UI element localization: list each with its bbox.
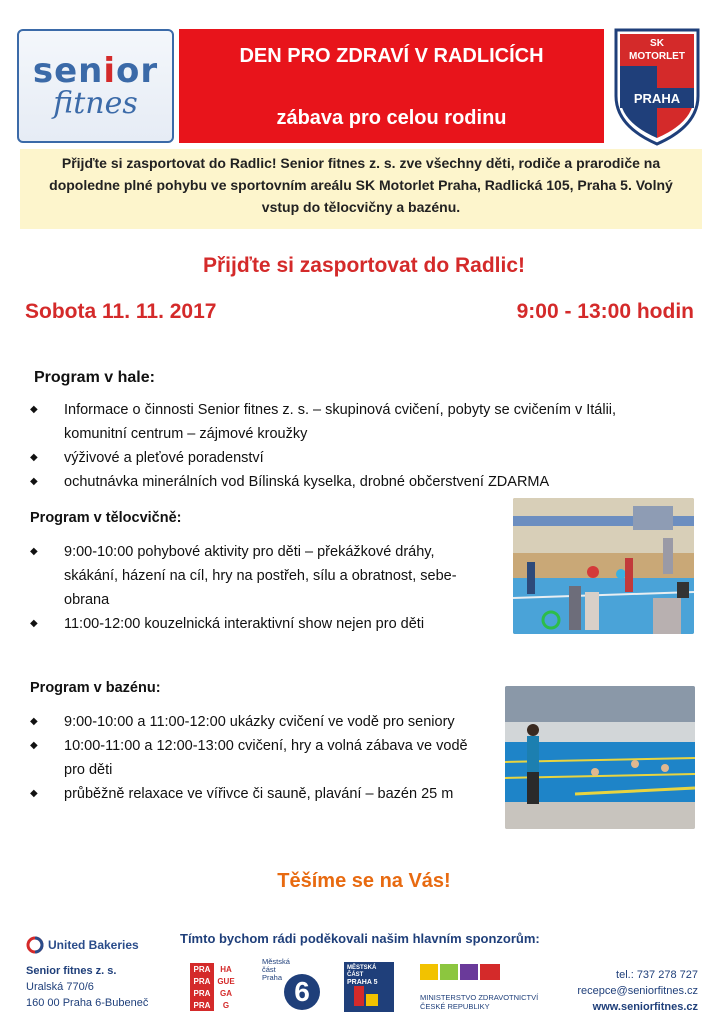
pool-list	[30, 710, 500, 806]
logo-text-or: or	[116, 51, 159, 91]
praha-5-emblem-icon	[352, 984, 382, 1008]
united-bakeries-icon	[26, 936, 44, 954]
intro-line-1: Přijďte si zasportovat do Radlic! Senior fitnes z. s. zve všechny děti, rodiče a prarodiče na	[61, 155, 661, 171]
list-item: ◆ Informace o činnosti Senior fitnes z. s. – skupinová cvičení, pobyty se cvičením v Itálii, komunitní centrum – zájmové kroužky	[30, 398, 710, 446]
logo-praha: PRAHA	[633, 91, 681, 106]
hall-heading: Program v hale:	[34, 369, 155, 386]
list-item: ◆ ochutnávka minerálních vod Bílinská kyselka, drobné občerstvení ZDARMA	[30, 470, 710, 494]
contact-email: recepce@seniorfitnes.cz	[577, 985, 698, 997]
page-subtitle: zábava pro celou rodinu	[276, 107, 507, 129]
pool-photo	[505, 686, 695, 829]
united-bakeries-logo	[26, 936, 139, 954]
bullet-icon: ◆	[30, 618, 38, 629]
event-time: 9:00 - 13:00 hodin	[516, 300, 694, 323]
shield-icon	[612, 26, 702, 146]
bullet-icon: ◆	[30, 452, 38, 463]
bullet-icon: ◆	[30, 740, 38, 751]
logo-motorlet: MOTORLET	[629, 51, 685, 62]
bullet-icon: ◆	[30, 716, 38, 727]
bullet-icon: ◆	[30, 476, 38, 487]
bullet-icon: ◆	[30, 404, 38, 415]
intro-line-2: dopoledne plné pohybu ve sportovním areálu SK Motorlet Praha, Radlická 105, Praha 5. Volný	[49, 177, 673, 193]
title-banner	[179, 29, 604, 143]
bullet-icon: ◆	[30, 788, 38, 799]
organizer-address	[26, 963, 148, 1011]
gym-list	[30, 540, 500, 636]
pool-heading: Program v bazénu:	[30, 680, 161, 696]
logo-sk: SK	[650, 38, 664, 49]
organizer-street: Uralská 770/6	[26, 981, 94, 993]
bullet-icon: ◆	[30, 546, 38, 557]
list-item: ◆ 10:00-11:00 a 12:00-13:00 cvičení, hry a volná zábava ve vodě pro děti	[30, 734, 500, 782]
headline: Přijďte si zasportovat do Radlic!	[203, 254, 525, 277]
hall-list	[30, 398, 710, 494]
sk-motorlet-logo	[612, 26, 702, 146]
intro-box	[20, 149, 702, 229]
logo-text-i: i	[103, 51, 117, 91]
praha-logo: PRA HA PRA GUE PRA GA PRA G	[190, 963, 238, 1011]
gym-heading: Program v tělocvičně:	[30, 510, 182, 526]
thanks-message: Těšíme se na Vás!	[277, 870, 451, 892]
organizer-name: Senior fitnes z. s.	[26, 965, 117, 977]
contact-phone: tel.: 737 278 727	[616, 969, 698, 981]
ministry-line-1: MINISTERSTVO ZDRAVOTNICTVÍ	[420, 993, 539, 1002]
event-date: Sobota 11. 11. 2017	[25, 300, 217, 323]
sponsors-title: Tímto bychom rádi poděkovali našim hlavním sponzorům:	[180, 931, 540, 946]
logo-text-sen: sen	[32, 51, 104, 91]
organizer-city: 160 00 Praha 6-Bubeneč	[26, 997, 149, 1009]
ministry-line-2: ČESKÉ REPUBLIKY	[420, 1002, 490, 1011]
list-item: ◆ 11:00-12:00 kouzelnická interaktivní show nejen pro děti	[30, 612, 500, 636]
list-item: ◆ 9:00-10:00 a 11:00-12:00 ukázky cvičení ve vodě pro seniory	[30, 710, 500, 734]
gym-photo	[513, 498, 694, 634]
list-item: ◆ výživové a pleťové poradenství	[30, 446, 710, 470]
ministry-of-health-logo	[420, 962, 580, 1012]
logo-text-fitnes: fitnes	[53, 86, 138, 121]
contact-block	[577, 967, 698, 1015]
list-item: ◆ 9:00-10:00 pohybové aktivity pro děti – překážkové dráhy, skákání, házení na cíl, hry na postřeh, sílu a obratnost, sebe- obrana	[30, 540, 500, 612]
praha-6-logo: Městská část Praha 6	[262, 958, 322, 1014]
list-item: ◆ průběžně relaxace ve vířivce či sauně, plavání – bazén 25 m	[30, 782, 500, 806]
praha-5-logo: MĚSTSKÁ ČÁST PRAHA 5	[344, 962, 394, 1012]
contact-web: www.seniorfitnes.cz	[592, 1001, 698, 1013]
senior-fitnes-logo	[17, 29, 174, 143]
praha-6-number: 6	[284, 974, 320, 1010]
united-bakeries-label: United Bakeries	[48, 938, 139, 952]
ministry-emblem-icon	[420, 962, 502, 982]
page-title: DEN PRO ZDRAVÍ V RADLICÍCH	[239, 45, 544, 67]
intro-line-3: vstup do tělocvičny a bazénu.	[261, 199, 461, 215]
